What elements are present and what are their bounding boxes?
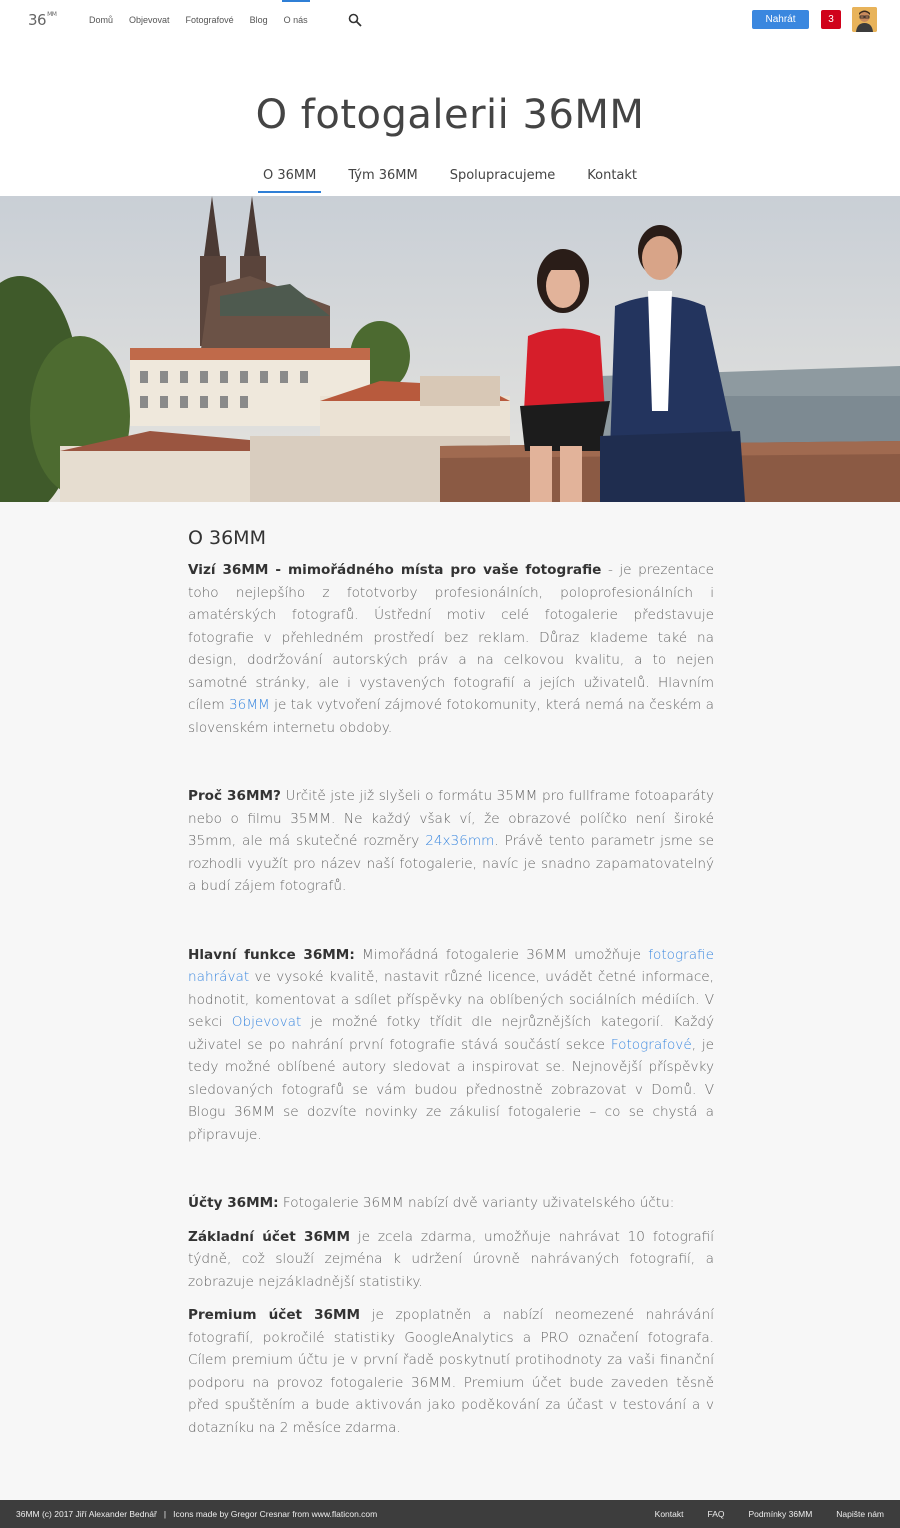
paragraph-why	[188, 785, 714, 898]
tab-o-36mm[interactable]: O 36MM	[263, 168, 316, 191]
footer-link-podminky[interactable]: Podmínky 36MM	[748, 1509, 813, 1519]
paragraph-accounts	[188, 1192, 714, 1215]
tab-tym-36mm[interactable]: Tým 36MM	[348, 168, 418, 183]
link-24x36mm[interactable]: 24x36mm	[425, 833, 495, 849]
nav-item-fotografove[interactable]: Fotografové	[185, 15, 234, 25]
hero-photo	[0, 196, 900, 502]
paragraph-features-text-3: je možné fotky třídit dle nejrůznějších kategorií. Každý uživatel se po nahrání první fotografie stává součástí sekce	[188, 1014, 715, 1053]
footer-link-napiste-nam[interactable]: Napište nám	[836, 1509, 884, 1519]
paragraph-why-text-end: . Právě tento parametr jsme se rozhodli využít pro název naší fotogalerie, navíc je snadno zapamatovatelný a budí zájem fotografů.	[188, 833, 715, 894]
about-content	[188, 527, 714, 1439]
link-objevovat[interactable]: Objevovat	[231, 1014, 302, 1030]
paragraph-features-text: Mimořádná fotogalerie 36MM umožňuje	[354, 946, 649, 963]
paragraph-premium-account	[188, 1304, 714, 1439]
paragraph-vision-lead: Vizí 36MM - mimořádného místa pro vaše fotografie	[188, 562, 602, 578]
paragraph-basic-text: je zcela zdarma, umožňuje nahrávat 10 fotografií týdně, což slouží zejména k udržení úrovně nahrávaných fotografií, a zobrazuje nejzákladnější statistiky.	[188, 1228, 714, 1290]
paragraph-premium-lead: Premium účet 36MM	[188, 1307, 361, 1323]
paragraph-vision	[188, 559, 714, 739]
link-36mm[interactable]: 36MM	[229, 697, 270, 713]
link-fotografove[interactable]: Fotografové	[610, 1036, 692, 1053]
upload-button[interactable]: Nahrát	[752, 10, 809, 29]
paragraph-why-text: Určitě jste již slyšeli o formátu 35MM pro fullframe fotoaparáty nebo o filmu 35MM. Ne každý však ví, že obrazové políčko není široké 35mm, ale má skutečné rozměry	[188, 788, 714, 849]
main-nav	[89, 0, 324, 40]
footer-link-kontakt[interactable]: Kontakt	[654, 1509, 684, 1519]
paragraph-features-lead: Hlavní funkce 36MM:	[188, 946, 355, 963]
paragraph-features-text-4: , je tedy možné oblíbené autory sledovat a inspirovat se. Nejnovější příspěvky sledovaných fotografů se vám budou přednostně zobrazovat v Domů. V Blogu 36MM se dozvíte novinky ze zákulisí fotogalerie – co se chystá a připravuje.	[188, 1036, 714, 1143]
search-icon[interactable]	[348, 13, 362, 27]
page-title: O fotogalerii 36MM	[255, 92, 645, 138]
footer-link-faq[interactable]: FAQ	[707, 1509, 725, 1519]
paragraph-basic-account	[188, 1226, 714, 1294]
tab-spolupracujeme[interactable]: Spolupracujeme	[449, 168, 556, 183]
nav-item-o-nas[interactable]: O nás	[284, 0, 308, 40]
nav-item-blog[interactable]: Blog	[249, 15, 268, 25]
top-navbar	[0, 0, 900, 40]
page-header	[0, 40, 900, 196]
nav-item-objevovat[interactable]: Objevovat	[129, 15, 170, 25]
paragraph-vision-text: - je prezentace toho nejlepšího z fototvorby profesionálních, poloprofesionálních i amatérských fotografů. Ústřední motiv celé fotogalerie představuje fotografie v přehledném prostředí bez reklam. Důraz klademe také na design, dodržování autorských práv a na celkovou kvalitu, a to nejen samotné stránky, ale i vystavených fotografií a jejích uživatelů. Hlavním cílem	[188, 562, 714, 713]
site-logo[interactable]: 36MM	[28, 11, 57, 29]
notification-badge[interactable]: 3	[821, 10, 841, 29]
paragraph-vision-text-end: je tak vytvoření zájmové fotokomunity, která nemá na českém a slovenském internetu obdoby.	[188, 697, 714, 736]
footer-copyright: 36MM (c) 2017 Jiří Alexander Bednář | Icons made by Gregor Cresnar from www.flaticon.com	[16, 1509, 378, 1519]
paragraph-features	[188, 944, 714, 1147]
about-tabs	[0, 168, 900, 191]
user-avatar[interactable]	[852, 7, 877, 32]
site-footer	[0, 1500, 900, 1528]
link-upload-photos[interactable]: fotografie nahrávat	[188, 946, 714, 985]
footer-links	[631, 1500, 884, 1528]
paragraph-accounts-lead: Účty 36MM:	[188, 1195, 279, 1211]
paragraph-premium-text: je zpoplatněn a nabízí neomezené nahrávání fotografií, pokročilé statistiky GoogleAnalytics a PRO označení fotografa. Cílem premium účtu je v první řadě poskytnutí protihodnoty za vaši finanční podporu na provoz fotogalerie 36MM. Premium účet bude zaveden těsně před spuštěním a bude aktivován jako poděkování za účast v testování a v dotazníku na 2 měsíce zdarma.	[188, 1307, 714, 1436]
paragraph-accounts-text: Fotogalerie 36MM nabízí dvě varianty uživatelského účtu:	[278, 1195, 675, 1211]
paragraph-basic-lead: Základní účet 36MM	[188, 1228, 350, 1245]
paragraph-why-lead: Proč 36MM?	[188, 788, 281, 804]
section-heading: O 36MM	[188, 527, 266, 549]
paragraph-features-text-2: ve vysoké kvalitě, nastavit různé licence, uvádět četné informace, hodnotit, komentovat a sdílet příspěvky na oblíbených sociálních médiích. V sekci	[188, 969, 714, 1030]
nav-item-domu[interactable]: Domů	[89, 15, 114, 25]
tab-kontakt[interactable]: Kontakt	[587, 168, 638, 183]
